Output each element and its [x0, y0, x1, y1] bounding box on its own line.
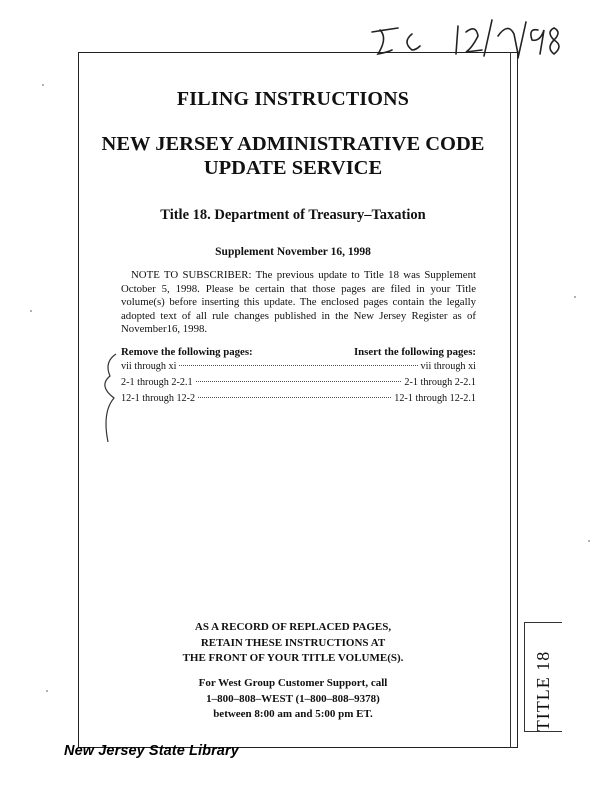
title-line: Title 18. Department of Treasury–Taxation [160, 207, 426, 223]
dot-leader [198, 397, 391, 398]
record-notice [78, 620, 508, 667]
subscriber-note: NOTE TO SUBSCRIBER: The previous update to Title 18 was Supplement October 5, 1998. Please be certain that those pages are filed in your Title volume(s) before inserting this update. The enclosed pages contain the legally adopted text of all rule changes published in the New Jersey Register as of November16, 1998. [121, 269, 476, 336]
scan-speck [42, 84, 44, 86]
title-tab-label: TITLE 18 [533, 650, 553, 732]
library-stamp: New Jersey State Library [64, 743, 239, 759]
service-title [78, 132, 508, 180]
remove-pages: vii through xi [121, 361, 177, 372]
tab-divider-line [510, 52, 511, 748]
handwritten-bracket [96, 352, 126, 444]
filing-instructions-heading: FILING INSTRUCTIONS [176, 88, 410, 110]
customer-support [78, 676, 508, 723]
dot-leader [179, 365, 417, 366]
support-phone: 1–800–808–WEST (1–800–808–9378) [206, 692, 380, 705]
record-notice-line-1: AS A RECORD OF REPLACED PAGES, [194, 621, 392, 633]
supplement-date: Supplement November 16, 1998 [215, 246, 371, 258]
page-replacement-table [121, 361, 476, 409]
scan-speck [574, 296, 576, 298]
record-notice-line-2: RETAIN THESE INSTRUCTIONS AT [200, 636, 386, 649]
support-line-1: For West Group Customer Support, call [198, 677, 388, 689]
insert-pages-header: Insert the following pages: [353, 346, 476, 358]
insert-pages: 12-1 through 12-2.1 [394, 393, 476, 404]
remove-pages-header: Remove the following pages: [121, 346, 253, 358]
insert-pages: 2-1 through 2-2.1 [404, 377, 476, 388]
scan-speck [588, 540, 590, 542]
remove-pages: 2-1 through 2-2.1 [121, 377, 193, 388]
handwritten-note [368, 14, 568, 60]
remove-pages: 12-1 through 12-2 [121, 393, 196, 404]
scan-speck [30, 310, 32, 312]
scan-speck [46, 690, 48, 692]
service-title-line-2: UPDATE SERVICE [203, 157, 383, 179]
table-row [121, 377, 476, 393]
support-hours: between 8:00 am and 5:00 pm ET. [213, 708, 373, 720]
dot-leader [196, 381, 402, 382]
record-notice-line-3: THE FRONT OF YOUR TITLE VOLUME(S). [182, 652, 404, 664]
insert-pages: vii through xi [420, 361, 476, 372]
table-row [121, 361, 476, 377]
service-title-line-1: NEW JERSEY ADMINISTRATIVE CODE [101, 133, 485, 155]
table-row [121, 393, 476, 409]
